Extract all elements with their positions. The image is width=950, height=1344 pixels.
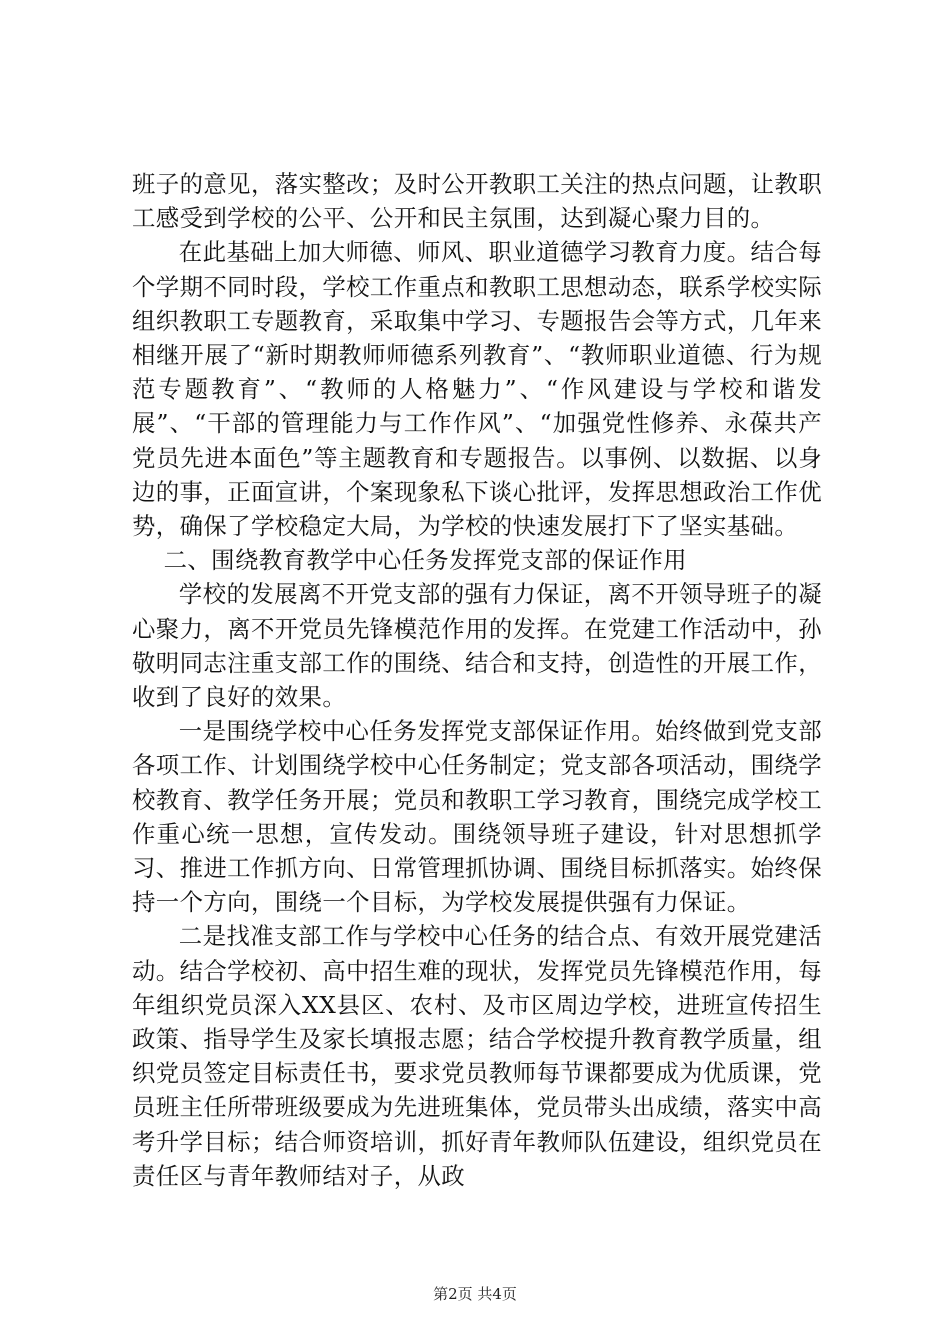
page-footer: 第2页 共4页 bbox=[433, 1285, 517, 1303]
paragraph-continuation: 班子的意见，落实整改；及时公开教职工关注的热点问题，让教职工感受到学校的公平、公开和民主氛围，达到凝心聚力目的。 bbox=[132, 170, 822, 233]
paragraph-point-two: 二是找准支部工作与学校中心任务的结合点、有效开展党建活动。结合学校初、高中招生难的现状，发挥党员先锋模范作用，每年组织党员深入XX县区、农村、及市区周边学校，进班宣传招生政策、指导学生及家长填报志愿；结合学校提升教育教学质量，组织党员签定目标责任书，要求党员教师每节课都要成为优质课，党员班主任所带班级要成为先进班集体，党员带头出成绩，落实中高考升学目标；结合师资培训，抓好青年教师队伍建设，组织党员在责任区与青年教师结对子，从政 bbox=[132, 922, 822, 1190]
document-body bbox=[132, 167, 822, 1193]
paragraph-ethics-education: 在此基础上加大师德、师风、职业道德学习教育力度。结合每个学期不同时段，学校工作重点和教职工思想动态，联系学校实际组织教职工专题教育，采取集中学习、专题报告会等方式，几年来相继开展了“新时期教师师德系列教育”、“教师职业道德、行为规范专题教育”、“教师的人格魅力”、“作风建设与学校和谐发展”、“干部的管理能力与工作作风”、“加强党性修养、永葆共产党员先进本面色”等主题教育和专题报告。以事例、以数据、以身边的事，正面宣讲，个案现象私下谈心批评，发挥思想政治工作优势，确保了学校稳定大局，为学校的快速发展打下了坚实基础。 bbox=[132, 238, 822, 541]
paragraph-party-branch-guarantee: 学校的发展离不开党支部的强有力保证，离不开领导班子的凝心聚力，离不开党员先锋模范作用的发挥。在党建工作活动中，孙敬明同志注重支部工作的围绕、结合和支持，创造性的开展工作，收到了良好的效果。 bbox=[132, 580, 822, 712]
section-heading: 二、围绕教育教学中心任务发挥党支部的保证作用 bbox=[163, 546, 687, 575]
paragraph-point-one: 一是围绕学校中心任务发挥党支部保证作用。始终做到党支部各项工作、计划围绕学校中心任务制定；党支部各项活动，围绕学校教育、教学任务开展；党员和教职工学习教育，围绕完成学校工作重心统一思想，宣传发动。围绕领导班子建设，针对思想抓学习、推进工作抓方向、日常管理抓协调、围绕目标抓落实。始终保持一个方向，围绕一个目标，为学校发展提供强有力保证。 bbox=[132, 717, 822, 917]
